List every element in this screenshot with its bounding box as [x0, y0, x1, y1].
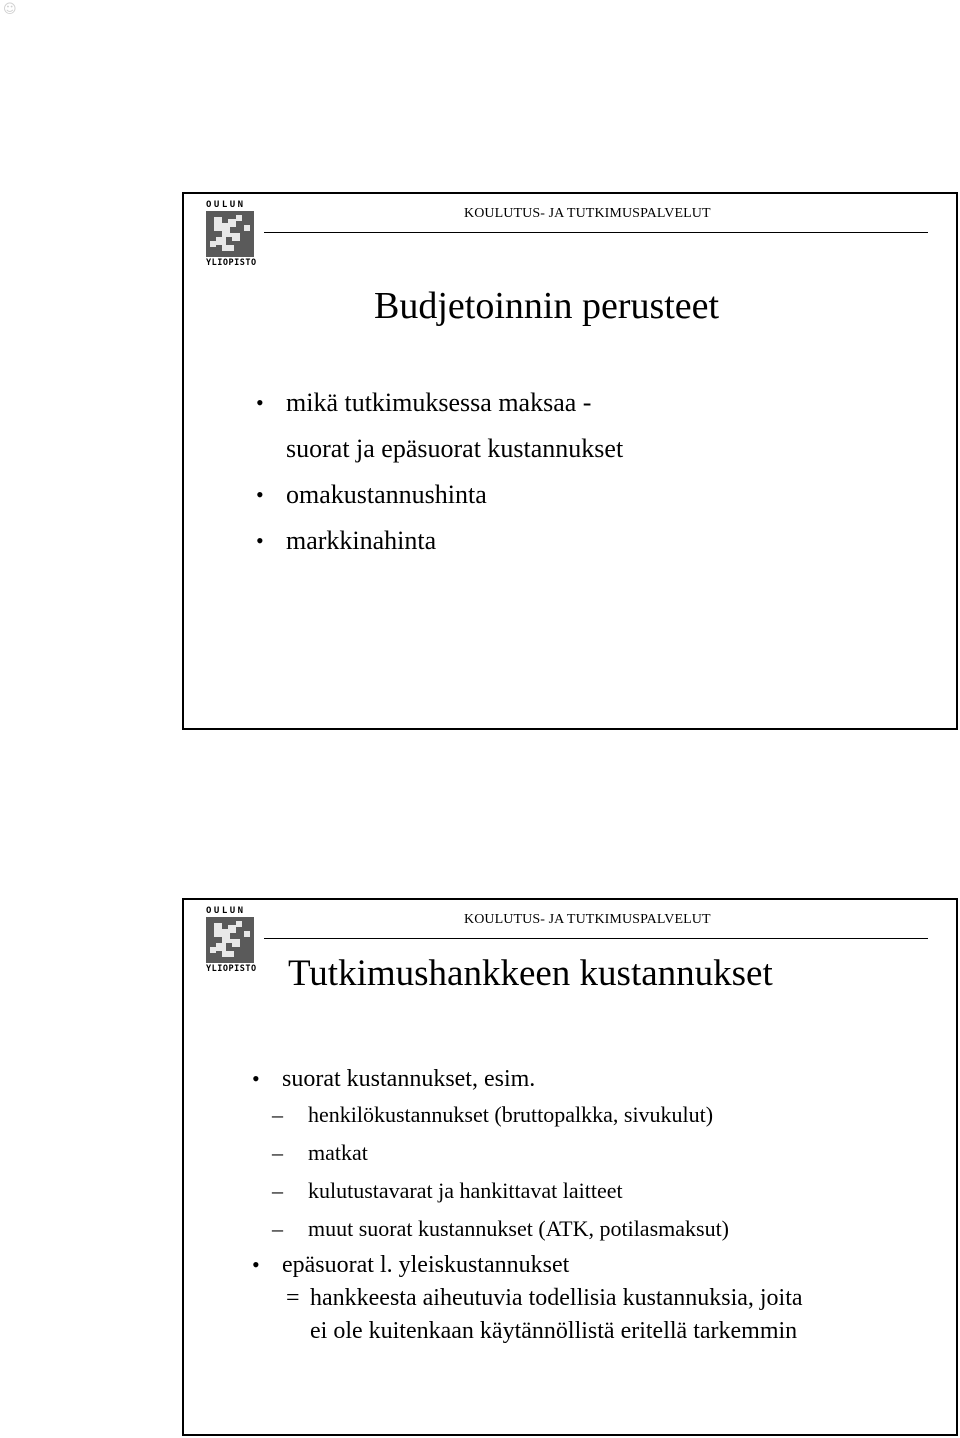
logo-emblem-icon [206, 917, 254, 963]
definition-line: ei ole kuitenkaan käytännöllistä eritellä tarkemmin [310, 1318, 798, 1344]
logo-bottom-text: YLIOPISTO [206, 964, 257, 974]
header-divider [264, 232, 928, 233]
definition-line: = hankkeesta aiheutuvia todellisia kustannuksia, joita [286, 1285, 803, 1311]
definition [252, 1282, 803, 1348]
bullet-icon: • [256, 482, 264, 507]
sub-list-container [252, 1096, 803, 1248]
sub-list-item: – muut suorat kustannukset (ATK, potilasmaksut) [252, 1210, 803, 1248]
header-title: KOULUTUS- JA TUTKIMUSPALVELUT [464, 206, 711, 221]
dash-icon: – [272, 1178, 283, 1203]
header-divider [264, 938, 928, 939]
bullet-icon: • [252, 1252, 260, 1277]
bullet-icon: • [256, 390, 264, 415]
list-item: • suorat kustannukset, esim. [252, 1062, 803, 1096]
slide-1 [182, 192, 958, 730]
bullet-list [256, 380, 623, 564]
list-item: • mikä tutkimuksessa maksaa - [256, 380, 623, 426]
logo-bottom-text: YLIOPISTO [206, 258, 257, 268]
university-logo [206, 200, 258, 268]
bullet-icon: • [252, 1066, 260, 1091]
dash-icon: – [272, 1102, 283, 1127]
list-item: suorat ja epäsuorat kustannukset [286, 434, 624, 463]
corner-mark: ☺ [3, 2, 17, 17]
slide-2 [182, 898, 958, 1436]
logo-top-text: OULUN [206, 200, 246, 210]
header-title: KOULUTUS- JA TUTKIMUSPALVELUT [464, 912, 711, 927]
dash-icon: – [272, 1140, 283, 1165]
sub-list-item: – kulutustavarat ja hankittavat laitteet [252, 1172, 803, 1210]
list-item: • omakustannushinta [256, 472, 623, 518]
slide-title: Tutkimushankkeen kustannukset [288, 953, 773, 994]
list-item: • epäsuorat l. yleiskustannukset [252, 1248, 803, 1282]
dash-icon: – [272, 1216, 283, 1241]
sub-list-item: – matkat [252, 1134, 803, 1172]
bullet-icon: • [256, 528, 264, 553]
list-item: • markkinahinta [256, 518, 623, 564]
sub-list [252, 1096, 803, 1248]
bullet-list [252, 1062, 803, 1348]
logo-top-text: OULUN [206, 906, 246, 916]
university-logo [206, 906, 258, 974]
sub-list-item: – henkilökustannukset (bruttopalkka, sivukulut) [252, 1096, 803, 1134]
logo-emblem-icon [206, 211, 254, 257]
slide-title: Budjetoinnin perusteet [374, 285, 720, 327]
